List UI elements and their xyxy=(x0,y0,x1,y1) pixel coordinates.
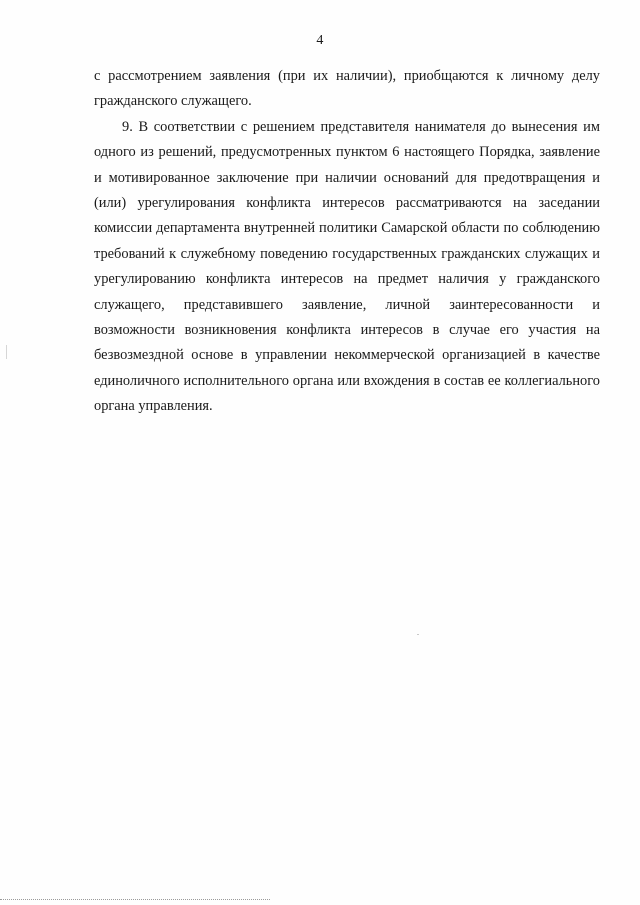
scan-speck xyxy=(417,634,419,635)
scan-margin-mark xyxy=(6,345,7,359)
scan-bottom-edge xyxy=(0,899,270,900)
paragraph-continuation: с рассмотрением заявления (при их наличии), приобщаются к личному делу гражданского служащего. xyxy=(94,68,600,110)
document-body xyxy=(94,64,600,420)
page-number: 4 xyxy=(316,33,324,48)
paragraph-point-9: 9. В соответствии с решением представителя нанимателя до вынесения им одного из решений, предусмотренных пунктом 6 настоящего Порядка, заявление и мотивированное заключение при наличии оснований для предотвращения и (или) урегулирования конфликта интересов рассматриваются на заседании комиссии департамента внутренней политики Самарской области по соблюдению требований к служебному поведению государственных гражданских служащих и урегулированию конфликта интересов на предмет наличия у гражданского служащего, представившего заявление, личной заинтересованности и возможности возникновения конфликта интересов в случае его участия на безвозмездной основе в управлении некоммерческой организацией в качестве единоличного исполнительного органа или вхождения в состав ее коллегиального органа управления. xyxy=(94,118,600,415)
